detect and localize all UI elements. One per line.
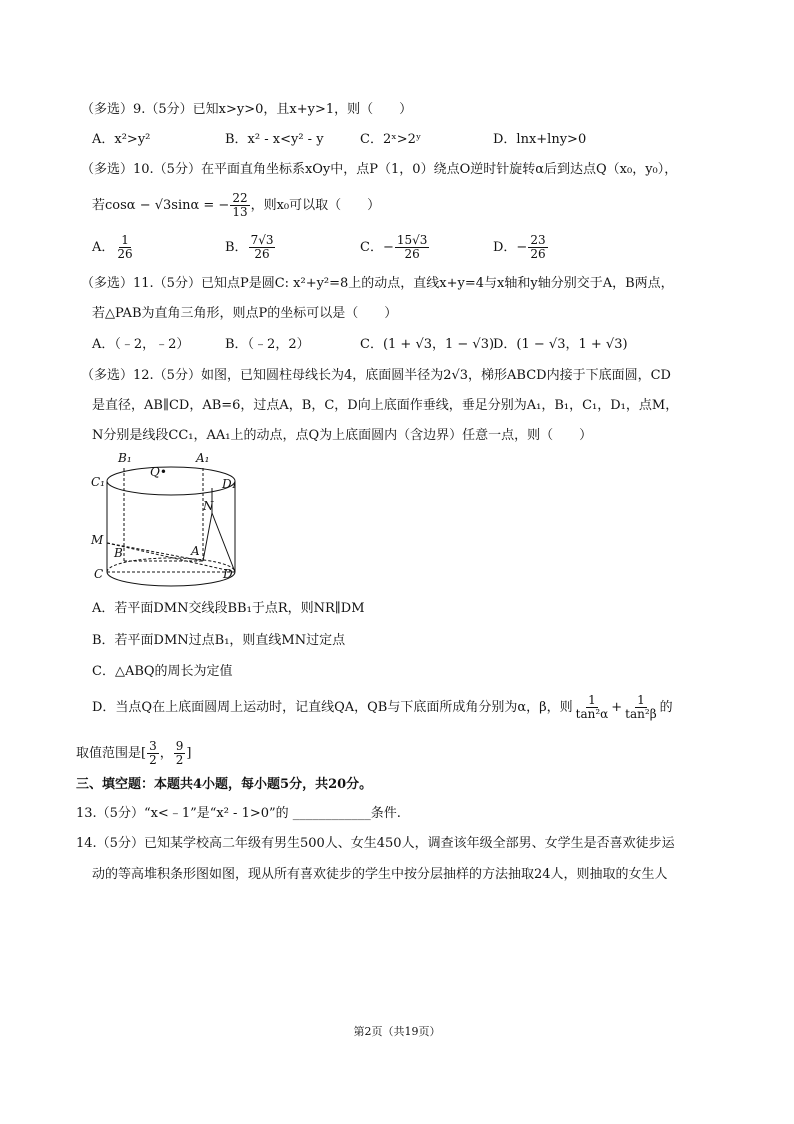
q12-option-a: A．若平面DMN交线段BB₁于点R，则NR∥DM: [92, 601, 365, 616]
label-d1: D₁: [222, 477, 237, 491]
q10-stem-line1: （多选）10.（5分）在平面直角坐标系xOy中，点P（1，0）绕点O逆时针旋转α后到达点Q（x₀，y₀），: [81, 162, 678, 177]
label-a: A: [191, 544, 200, 558]
q12-stem-line1: （多选）12.（5分）如图，已知圆柱母线长为4，底面圆半径为2√3，梯形ABCD内接于下底面圆，CD: [81, 368, 671, 383]
q11-stem-line2: 若△PAB为直角三角形，则点P的坐标可以是（ ）: [92, 306, 398, 321]
q11-option-d: D．(1 − √3，1 + √3): [493, 337, 628, 352]
q9-stem: （多选）9.（5分）已知x>y>0，且x+y>1，则（ ）: [81, 102, 413, 117]
label-c1: C₁: [91, 475, 105, 489]
q11-option-c: C．(1 + √3，1 − √3): [360, 337, 495, 352]
label-q: Q•: [150, 465, 167, 479]
label-d: D: [223, 567, 233, 581]
q12-option-b: B．若平面DMN过点B₁，则直线MN过定点: [92, 633, 346, 648]
label-b1: B₁: [118, 451, 132, 465]
label-a1: A₁: [196, 451, 210, 465]
q9-option-d: D．lnx+lny>0: [493, 132, 587, 147]
q10-question: ，则x₀可以取（ ）: [250, 198, 381, 213]
page-footer: 第2页（共19页）: [353, 1025, 441, 1038]
q9-option-a: A．x²>y²: [92, 132, 151, 147]
fraction-numerator: 22: [232, 191, 248, 205]
q10-option-d: D．− $\frac{23}{26}$: [493, 233, 546, 261]
q12-option-c: C．△ABQ的周长为定值: [92, 664, 233, 679]
q10-option-b: B． $\frac{7√3}{26}$: [225, 233, 274, 261]
q10-option-a: A． $\frac{1}{26}$: [92, 233, 133, 261]
q14-line1: 14.（5分）已知某学校高二年级有男生500人、女生450人，调查该年级全部男、女学生是否喜欢徒步运: [76, 836, 675, 851]
q10-option-c: C．− $\frac{15√3}{26}$: [360, 233, 428, 261]
q12-range: 取值范围是[ $\frac{3}{2}$ ， $\frac{9}{2}$ ]: [76, 739, 192, 767]
q11-stem-line1: （多选）11.（5分）已知点P是圆C: x²+y²=8上的动点，直线x+y=4与x轴和y轴分别交于A，B两点，: [81, 276, 674, 291]
q11-option-a: A．（﹣2，﹣2）: [92, 337, 190, 352]
q13: 13.（5分）“x<﹣1”是“x² - 1>0”的 ____________条件.: [76, 806, 401, 821]
label-m: M: [91, 533, 104, 547]
label-b: B: [114, 546, 123, 560]
q9-option-b: B．x² - x<y² - y: [225, 132, 324, 147]
q10-condition: 若cosα − √3sinα = −: [92, 198, 230, 213]
label-n: N: [203, 499, 214, 513]
fraction-denominator: 13: [232, 205, 248, 219]
q10-stem-line2: [92, 192, 380, 219]
q12-option-d: D．当点Q在上底面圆周上运动时，记直线QA，QB与下底面所成角分别为α，β，则 $\frac{1}{\text{tan²α}}$ + $\frac{1}{\text{tan²β}}$ 的: [92, 693, 673, 721]
q11-option-b: B．（﹣2，2）: [225, 337, 310, 352]
q14-line2: 动的等高堆积条形图如图，现从所有喜欢徒步的学生中按分层抽样的方法抽取24人，则抽取的女生人: [92, 867, 668, 882]
section-heading: 三、填空题：本题共4小题，每小题5分，共20分。: [76, 777, 373, 792]
q10-fraction: [230, 192, 249, 219]
cylinder-figure: [88, 448, 248, 588]
q9-option-c: C．2ˣ>2ʸ: [360, 132, 422, 147]
label-c: C: [94, 567, 104, 581]
q12-stem-line3: N分别是线段CC₁，AA₁上的动点，点Q为上底面圆内（含边界）任意一点，则（ ）: [92, 428, 593, 443]
q12-stem-line2: 是直径，AB∥CD，AB=6，过点A，B，C，D向上底面作垂线，垂足分别为A₁，B₁，C₁，D₁，点M，: [92, 398, 679, 413]
